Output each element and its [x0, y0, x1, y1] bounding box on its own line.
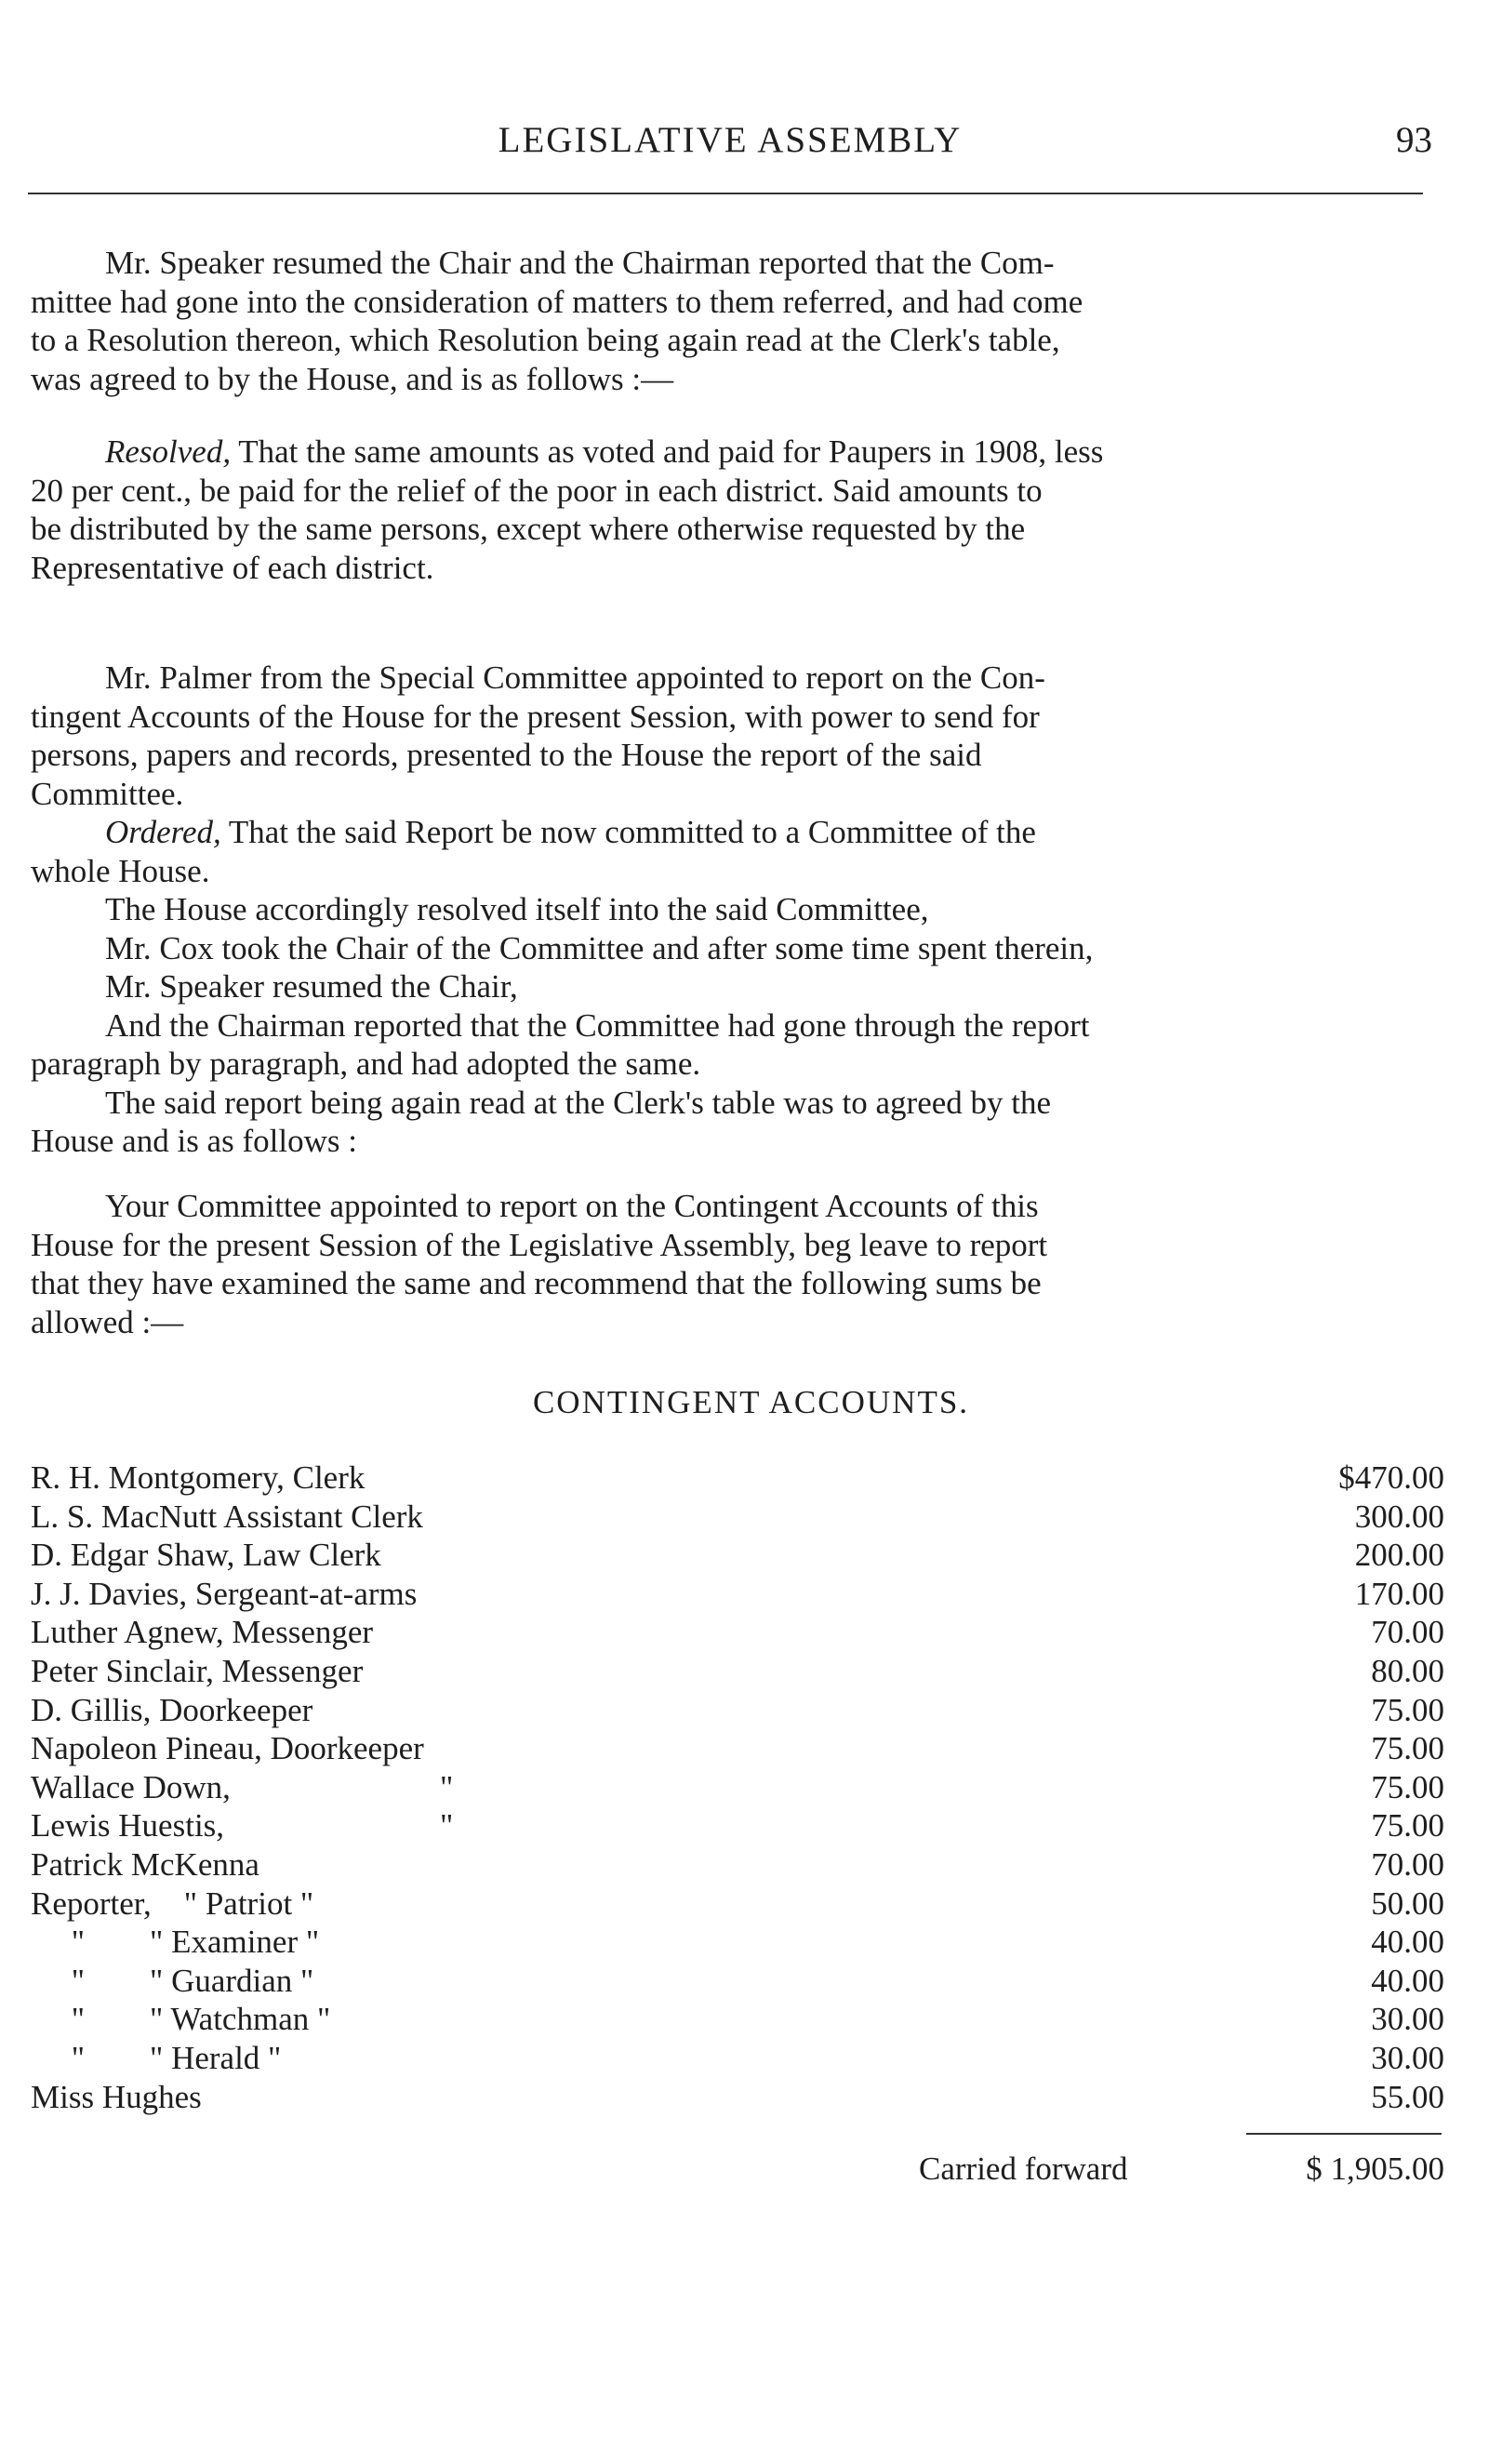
account-name: L. S. MacNutt Assistant Clerk	[31, 1498, 423, 1535]
committee-report-paragraph	[31, 1187, 1437, 1341]
account-name: " " Herald "	[31, 2039, 282, 2076]
account-row	[31, 1962, 1444, 2001]
running-title: LEGISLATIVE ASSEMBLY	[498, 120, 963, 160]
palmer-paragraph	[31, 659, 1437, 1161]
account-amount: 75.00	[1371, 1768, 1444, 1805]
text-line: The House accordingly resolved itself into the said Committee,	[105, 891, 929, 927]
text-line: persons, papers and records, presented to the House the report of the said	[31, 737, 982, 773]
account-row	[31, 1691, 1444, 1730]
text-line: House for the present Session of the Legislative Assembly, beg leave to report	[31, 1226, 1048, 1263]
account-row	[31, 1885, 1444, 1924]
account-name: Lewis Huestis,	[31, 1807, 225, 1845]
account-amount: 75.00	[1371, 1807, 1444, 1845]
account-amount: 75.00	[1371, 1730, 1444, 1767]
ditto-mark: "	[440, 1768, 454, 1805]
account-name: Luther Agnew, Messenger	[31, 1614, 374, 1651]
ditto-mark: "	[440, 1807, 454, 1845]
text-line: mittee had gone into the consideration of matters to them referred, and had come	[31, 283, 1083, 320]
text-line: Representative of each district.	[31, 549, 434, 586]
text-line: Mr. Palmer from the Special Committee appointed to report on the Con-	[105, 659, 1045, 696]
account-row	[31, 2000, 1444, 2039]
text-line: was agreed to by the House, and is as follows :—	[31, 360, 674, 397]
text-line: 20 per cent., be paid for the relief of the poor in each district. Said amounts to	[31, 472, 1043, 509]
text-line: And the Chairman reported that the Committee had gone through the report	[105, 1006, 1090, 1044]
text-line: The said report being again read at the Clerk's table was to agreed by the	[105, 1084, 1052, 1121]
account-amount: 170.00	[1354, 1575, 1444, 1612]
account-amount: 40.00	[1371, 1962, 1444, 1999]
ordered-label: Ordered,	[105, 814, 221, 850]
account-amount: $470.00	[1338, 1459, 1444, 1496]
sum-rule	[1246, 2133, 1442, 2135]
account-name: Patrick McKenna	[31, 1845, 259, 1883]
resolution-paragraph	[31, 433, 1437, 587]
text-line: Your Committee appointed to report on the Contingent Accounts of this	[105, 1188, 1039, 1224]
account-row	[31, 1729, 1444, 1768]
text-line: House and is as follows :	[31, 1123, 357, 1159]
account-amount: 55.00	[1371, 2078, 1444, 2115]
resolution-text: That the same amounts as voted and paid for Paupers in 1908, less	[231, 433, 1104, 470]
account-row	[31, 2078, 1444, 2117]
account-name: Peter Sinclair, Messenger	[31, 1652, 364, 1689]
account-amount: 80.00	[1371, 1652, 1444, 1689]
header-rule	[28, 193, 1423, 194]
accounts-title: CONTINGENT ACCOUNTS.	[532, 1384, 970, 1420]
account-row	[31, 1458, 1444, 1498]
account-amount: 40.00	[1371, 1924, 1444, 1961]
account-name: Napoleon Pineau, Doorkeeper	[31, 1730, 424, 1767]
account-row	[31, 1768, 1444, 1807]
account-amount: 75.00	[1371, 1691, 1444, 1728]
text-line: whole House.	[31, 852, 210, 889]
resolved-label: Resolved,	[105, 433, 232, 470]
page-number: 93	[1396, 120, 1432, 160]
text-line: tingent Accounts of the House for the present Session, with power to send for	[31, 698, 1040, 735]
account-amount: 70.00	[1371, 1845, 1444, 1883]
account-name: " " Guardian "	[31, 1962, 314, 1999]
account-amount: 70.00	[1371, 1614, 1444, 1651]
account-row	[31, 1536, 1444, 1575]
account-row	[31, 1652, 1444, 1691]
accounts-table	[31, 1458, 1444, 2116]
account-row	[31, 1923, 1444, 1962]
text-line: allowed :—	[31, 1303, 184, 1340]
text-line	[31, 433, 1437, 472]
account-amount: 30.00	[1371, 2039, 1444, 2076]
text-line: Mr. Speaker resumed the Chair and the Chairman reported that the Com-	[105, 245, 1055, 281]
account-amount: 200.00	[1354, 1537, 1444, 1574]
account-row	[31, 1613, 1444, 1652]
text-line: Mr. Cox took the Chair of the Committee and after some time spent therein,	[105, 929, 1094, 966]
account-name: Wallace Down,	[31, 1768, 231, 1805]
account-row	[31, 2039, 1444, 2078]
page-header	[28, 119, 1432, 171]
account-amount: 30.00	[1371, 2001, 1444, 2038]
account-name: " " Examiner "	[31, 1924, 320, 1961]
carried-forward-total: $ 1,905.00	[1306, 2151, 1444, 2187]
text-line	[31, 813, 1437, 852]
account-row	[31, 1806, 1444, 1845]
account-row	[31, 1845, 1444, 1885]
account-name: Reporter, " Patriot "	[31, 1885, 314, 1922]
text-line: that they have examined the same and recommend that the following sums be	[31, 1265, 1042, 1301]
account-amount: 300.00	[1354, 1498, 1444, 1535]
ordered-text: That the said Report be now committed to a Committee of the	[220, 814, 1036, 850]
speaker-paragraph	[31, 244, 1437, 398]
account-name: D. Edgar Shaw, Law Clerk	[31, 1537, 381, 1574]
carried-forward-row	[919, 2149, 1444, 2190]
text-line: be distributed by the same persons, except where otherwise requested by the	[31, 511, 1026, 547]
account-name: J. J. Davies, Sergeant-at-arms	[31, 1575, 418, 1612]
account-name: D. Gillis, Doorkeeper	[31, 1691, 313, 1728]
account-row	[31, 1498, 1444, 1537]
account-name: " " Watchman "	[31, 2001, 331, 2038]
account-name: Miss Hughes	[31, 2078, 202, 2115]
account-amount: 50.00	[1371, 1885, 1444, 1922]
account-name: R. H. Montgomery, Clerk	[31, 1459, 366, 1496]
text-line: paragraph by paragraph, and had adopted the same.	[31, 1046, 701, 1082]
text-line: Committee.	[31, 775, 184, 812]
carried-forward-label: Carried forward	[919, 2151, 1128, 2187]
account-row	[31, 1575, 1444, 1614]
text-line: Mr. Speaker resumed the Chair,	[105, 968, 518, 1005]
text-line: to a Resolution thereon, which Resolution being again read at the Clerk's table,	[31, 322, 1060, 358]
